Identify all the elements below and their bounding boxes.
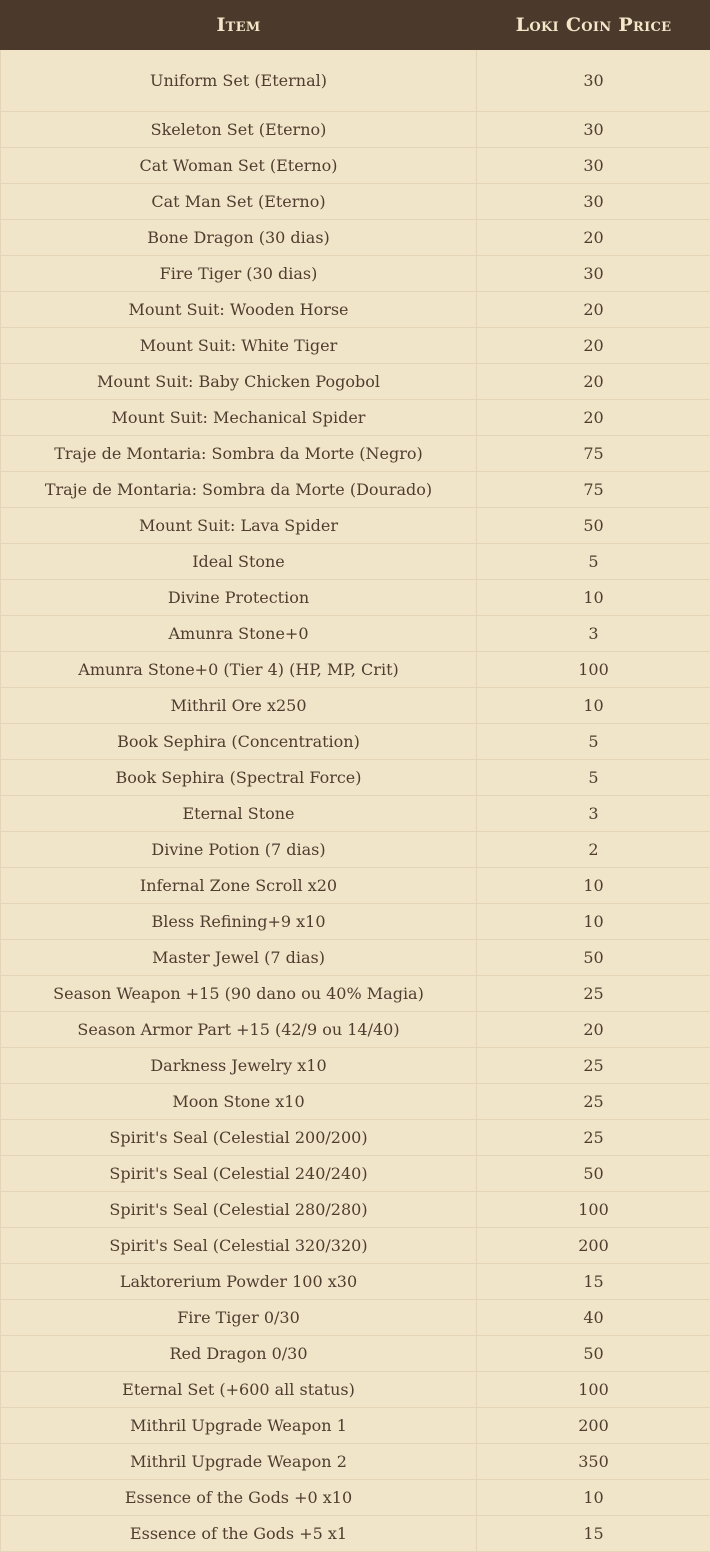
item-name-cell: Mount Suit: Lava Spider <box>1 508 477 544</box>
table-row <box>1 1300 710 1336</box>
table-row <box>1 1444 710 1480</box>
price-cell: 2 <box>477 832 710 868</box>
price-cell: 10 <box>477 580 710 616</box>
item-name-cell: Divine Potion (7 dias) <box>1 832 477 868</box>
price-cell: 3 <box>477 616 710 652</box>
table-row <box>1 1336 710 1372</box>
table-row <box>1 220 710 256</box>
item-name-cell: Cat Woman Set (Eterno) <box>1 148 477 184</box>
item-name-cell: Fire Tiger 0/30 <box>1 1300 477 1336</box>
item-name-cell: Essence of the Gods +5 x1 <box>1 1516 477 1552</box>
price-cell: 10 <box>477 868 710 904</box>
price-cell: 100 <box>477 1372 710 1408</box>
price-cell: 200 <box>477 1228 710 1264</box>
table-row <box>1 436 710 472</box>
item-name-cell: Red Dragon 0/30 <box>1 1336 477 1372</box>
item-name-cell: Uniform Set (Eternal) <box>1 50 477 112</box>
item-name-cell: Divine Protection <box>1 580 477 616</box>
item-name-cell: Infernal Zone Scroll x20 <box>1 868 477 904</box>
item-name-cell: Spirit's Seal (Celestial 200/200) <box>1 1120 477 1156</box>
price-cell: 10 <box>477 688 710 724</box>
item-name-cell: Darkness Jewelry x10 <box>1 1048 477 1084</box>
item-name-cell: Ideal Stone <box>1 544 477 580</box>
table-row <box>1 1084 710 1120</box>
price-cell: 5 <box>477 760 710 796</box>
price-cell: 30 <box>477 112 710 148</box>
price-cell: 200 <box>477 1408 710 1444</box>
column-header-item: Item <box>1 0 477 50</box>
price-cell: 20 <box>477 364 710 400</box>
table-row <box>1 724 710 760</box>
table-row <box>1 976 710 1012</box>
price-cell: 100 <box>477 652 710 688</box>
table-row <box>1 148 710 184</box>
item-name-cell: Cat Man Set (Eterno) <box>1 184 477 220</box>
price-cell: 50 <box>477 508 710 544</box>
table-row <box>1 328 710 364</box>
table-row <box>1 616 710 652</box>
price-cell: 30 <box>477 148 710 184</box>
table-row <box>1 472 710 508</box>
price-cell: 30 <box>477 256 710 292</box>
table-row <box>1 1228 710 1264</box>
price-cell: 20 <box>477 400 710 436</box>
table-row <box>1 1120 710 1156</box>
item-name-cell: Eternal Set (+600 all status) <box>1 1372 477 1408</box>
table-row <box>1 184 710 220</box>
price-cell: 5 <box>477 544 710 580</box>
item-name-cell: Book Sephira (Concentration) <box>1 724 477 760</box>
table-row <box>1 508 710 544</box>
table-row <box>1 1372 710 1408</box>
table-row <box>1 1516 710 1552</box>
table-row <box>1 1264 710 1300</box>
table-row <box>1 580 710 616</box>
item-name-cell: Eternal Stone <box>1 796 477 832</box>
item-name-cell: Mithril Ore x250 <box>1 688 477 724</box>
table-row <box>1 688 710 724</box>
table-row <box>1 1192 710 1228</box>
price-cell: 75 <box>477 472 710 508</box>
item-name-cell: Bless Refining+9 x10 <box>1 904 477 940</box>
item-name-cell: Mount Suit: White Tiger <box>1 328 477 364</box>
item-name-cell: Essence of the Gods +0 x10 <box>1 1480 477 1516</box>
price-cell: 100 <box>477 1192 710 1228</box>
item-name-cell: Season Weapon +15 (90 dano ou 40% Magia) <box>1 976 477 1012</box>
table-row <box>1 832 710 868</box>
table-row <box>1 364 710 400</box>
price-cell: 3 <box>477 796 710 832</box>
table-row <box>1 112 710 148</box>
item-name-cell: Mount Suit: Wooden Horse <box>1 292 477 328</box>
table-row <box>1 1408 710 1444</box>
price-cell: 10 <box>477 904 710 940</box>
price-cell: 25 <box>477 1048 710 1084</box>
table-row <box>1 652 710 688</box>
price-cell: 20 <box>477 328 710 364</box>
price-cell: 50 <box>477 1156 710 1192</box>
item-name-cell: Moon Stone x10 <box>1 1084 477 1120</box>
price-cell: 15 <box>477 1264 710 1300</box>
item-name-cell: Season Armor Part +15 (42/9 ou 14/40) <box>1 1012 477 1048</box>
table-body <box>1 50 710 1552</box>
price-cell: 30 <box>477 184 710 220</box>
table-row <box>1 50 710 112</box>
item-name-cell: Spirit's Seal (Celestial 320/320) <box>1 1228 477 1264</box>
item-name-cell: Book Sephira (Spectral Force) <box>1 760 477 796</box>
table-row <box>1 868 710 904</box>
table-row <box>1 400 710 436</box>
price-cell: 20 <box>477 1012 710 1048</box>
item-name-cell: Mount Suit: Mechanical Spider <box>1 400 477 436</box>
column-header-price: Loki Coin Price <box>477 0 710 50</box>
item-name-cell: Master Jewel (7 dias) <box>1 940 477 976</box>
table-row <box>1 1156 710 1192</box>
table-row <box>1 940 710 976</box>
table-row <box>1 544 710 580</box>
table-row <box>1 292 710 328</box>
item-name-cell: Fire Tiger (30 dias) <box>1 256 477 292</box>
price-cell: 15 <box>477 1516 710 1552</box>
price-cell: 30 <box>477 50 710 112</box>
item-name-cell: Laktorerium Powder 100 x30 <box>1 1264 477 1300</box>
table-row <box>1 760 710 796</box>
price-cell: 25 <box>477 1084 710 1120</box>
price-cell: 20 <box>477 220 710 256</box>
price-cell: 25 <box>477 1120 710 1156</box>
table-row <box>1 1480 710 1516</box>
item-name-cell: Spirit's Seal (Celestial 240/240) <box>1 1156 477 1192</box>
item-name-cell: Amunra Stone+0 (Tier 4) (HP, MP, Crit) <box>1 652 477 688</box>
price-cell: 350 <box>477 1444 710 1480</box>
table-header <box>1 0 710 50</box>
item-name-cell: Traje de Montaria: Sombra da Morte (Negro) <box>1 436 477 472</box>
price-cell: 10 <box>477 1480 710 1516</box>
table-row <box>1 904 710 940</box>
item-name-cell: Amunra Stone+0 <box>1 616 477 652</box>
table-row <box>1 1048 710 1084</box>
item-name-cell: Bone Dragon (30 dias) <box>1 220 477 256</box>
item-name-cell: Spirit's Seal (Celestial 280/280) <box>1 1192 477 1228</box>
header-row <box>1 0 710 50</box>
item-name-cell: Mithril Upgrade Weapon 2 <box>1 1444 477 1480</box>
table-row <box>1 796 710 832</box>
price-cell: 40 <box>477 1300 710 1336</box>
price-cell: 50 <box>477 1336 710 1372</box>
price-cell: 25 <box>477 976 710 1012</box>
price-cell: 50 <box>477 940 710 976</box>
price-cell: 20 <box>477 292 710 328</box>
table-row <box>1 1012 710 1048</box>
item-name-cell: Traje de Montaria: Sombra da Morte (Dourado) <box>1 472 477 508</box>
price-cell: 75 <box>477 436 710 472</box>
item-name-cell: Skeleton Set (Eterno) <box>1 112 477 148</box>
item-name-cell: Mount Suit: Baby Chicken Pogobol <box>1 364 477 400</box>
item-name-cell: Mithril Upgrade Weapon 1 <box>1 1408 477 1444</box>
price-cell: 5 <box>477 724 710 760</box>
table-row <box>1 256 710 292</box>
